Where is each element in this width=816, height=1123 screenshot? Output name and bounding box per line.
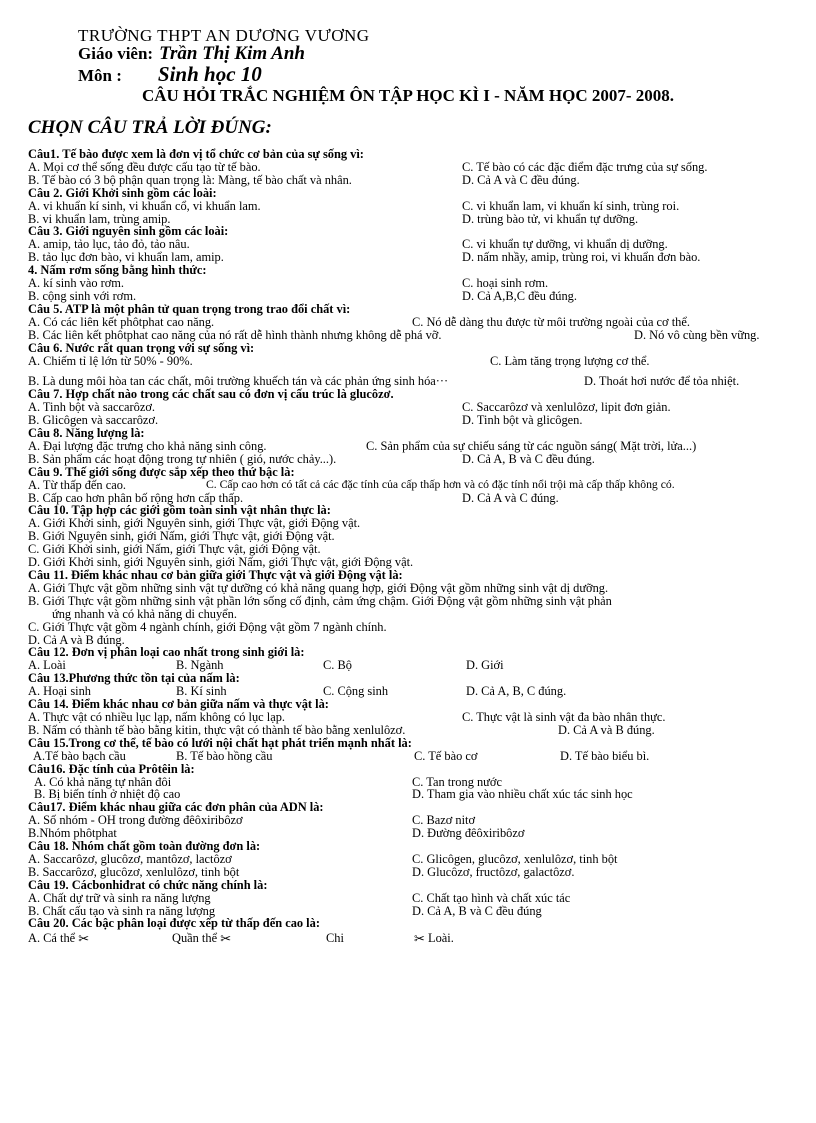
- answer-option: B. Là dung môi hòa tan các chất, môi trường khuếch tán và các phản ứng sinh hóa···: [28, 374, 449, 389]
- answer-row: [28, 479, 798, 492]
- teacher-label: Giáo viên:: [78, 44, 154, 63]
- answer-option: B.Nhóm phôtphat: [28, 826, 117, 841]
- answer-option: B. Bị biến tính ở nhiệt độ cao: [34, 787, 181, 802]
- answer-row: [28, 932, 798, 946]
- answer-option: A. Tinh bột và saccarôzơ.: [28, 400, 155, 415]
- answer-option: D. Cả A và B đúng.: [558, 722, 655, 737]
- answer-option: B. Nấm có thành tế bào bằng kitin, thực vật có thành tế bào bằng xenlulôzơ.: [28, 722, 406, 737]
- answer-option: C. Làm tăng trọng lượng cơ thể.: [490, 353, 650, 368]
- answer-option: C. Nó dễ dàng thu được từ môi trường ngoài của cơ thể.: [412, 314, 690, 329]
- answer-option: D. Cả A, B và C đều đúng.: [462, 451, 595, 466]
- answer-option: A. Thực vật có nhiều lục lạp, nấm không có lục lạp.: [28, 709, 285, 724]
- question-stem: Câu1. Tế bào được xem là đơn vị tổ chức cơ bản của sự sống vì:: [28, 147, 364, 161]
- answer-option: C. vi khuẩn tự dưỡng, vi khuẩn dị dưỡng.: [462, 237, 668, 252]
- answer-row: [28, 711, 798, 724]
- answer-option: C. Cộng sinh: [323, 684, 389, 699]
- question-stem: Câu 11. Điểm khác nhau cơ bản giữa giới Thực vật và giới Động vật là:: [28, 568, 403, 582]
- answer-option: D. Cả A, B và C đều đúng: [412, 903, 542, 918]
- answer-option: [28, 932, 172, 946]
- answer-option: D. Giới: [466, 658, 504, 673]
- question-stem: 4. Nấm rơm sống bằng hình thức:: [28, 263, 207, 278]
- question-stem: Câu 6. Nước rất quan trọng với sự sống vì:: [28, 340, 255, 355]
- question-stem: Câu 20. Các bậc phân loại được xếp từ thấp đến cao là:: [28, 916, 320, 931]
- question-stem: Câu 7. Hợp chất nào trong các chất sau có đơn vị cấu trúc là glucôzơ.: [28, 387, 394, 402]
- answer-option: A. Chất dự trữ và sinh ra năng lượng: [28, 890, 211, 905]
- answer-option: A.Tế bào bạch cầu: [33, 748, 126, 763]
- answer-option: C. Bộ: [323, 658, 352, 673]
- answer-option: B. vi khuẩn lam, trùng amip.: [28, 211, 171, 226]
- answer-option: [172, 932, 326, 946]
- answer-option: A. Hoại sinh: [28, 684, 91, 699]
- answer-option: D. Cả A và C đều đúng.: [462, 172, 580, 187]
- answer-row: [28, 724, 798, 737]
- answer-option: C. Glicôgen, glucôzơ, xenlulôzơ, tinh bột: [412, 851, 618, 866]
- answer-option: C. Bazơ nitơ: [412, 813, 476, 828]
- answer-option: C. Chất tạo hình và chất xúc tác: [412, 890, 571, 905]
- answer-option: B. Ngành: [176, 658, 224, 673]
- answer-option: [326, 932, 414, 946]
- answer-row: [28, 174, 798, 187]
- answer-option: B. tảo lục đơn bào, vi khuẩn lam, amip.: [28, 250, 224, 265]
- scissors-icon: ✂: [220, 931, 232, 947]
- answer-option-continued: ứng nhanh và có khả năng di chuyển.: [52, 606, 237, 621]
- instruction-heading: CHỌN CÂU TRẢ LỜI ĐÚNG:: [28, 117, 272, 138]
- answer-option: D. Tham gia vào nhiều chất xúc tác sinh học: [412, 787, 633, 802]
- answer-option: B. Saccarôzơ, glucôzơ, xenlulôzơ, tinh bột: [28, 864, 240, 879]
- answer-option: C. Giới Khởi sinh, giới Nấm, giới Thực vật, giới Động vật.: [28, 542, 321, 557]
- answer-option: A. Số nhóm - OH trong đường đêôxiribôzơ: [28, 813, 243, 828]
- answer-option: C. Thực vật là sinh vật đa bào nhân thực.: [462, 709, 666, 724]
- question-stem: Câu 9. Thế giới sống được sắp xếp theo thứ bậc là:: [28, 464, 295, 479]
- answer-option: A. Mọi cơ thể sống đều được cấu tạo từ tế bào.: [28, 159, 261, 174]
- answer-row: [28, 453, 798, 466]
- answer-option: D. Glucôzơ, fructôzơ, galactôzơ.: [412, 864, 575, 879]
- answer-option: A. Đại lượng đặc trưng cho khả năng sinh công.: [28, 438, 267, 453]
- answer-option: D. Cả A và B đúng.: [28, 632, 125, 647]
- question-stem: Câu 3. Giới nguyên sinh gồm các loài:: [28, 224, 229, 239]
- answer-option: A. Giới Thực vật gồm những sinh vật tự dưỡng có khả năng quang hợp, giới Động vật gồm những sinh vật dị dưỡng.: [28, 580, 609, 595]
- answer-option: A. Chiếm tỉ lệ lớn từ 50% - 90%.: [28, 353, 193, 368]
- answer-row: [28, 316, 798, 329]
- answer-option: B. Sản phẩm các hoạt động trong tự nhiên ( gió, nước chảy...).: [28, 451, 337, 466]
- answer-row: [28, 750, 798, 763]
- subject-line: [78, 62, 262, 87]
- answer-option: [414, 932, 798, 946]
- scissors-icon: ✂: [414, 931, 425, 947]
- answer-label: Loài.: [428, 931, 454, 946]
- answer-row: [28, 200, 798, 213]
- answer-option: D. Tế bào biểu bì.: [560, 748, 650, 763]
- question-stem: Câu 12. Đơn vị phân loại cao nhất trong sinh giới là:: [28, 645, 305, 660]
- answer-option: D. Cả A,B,C đều đúng.: [462, 288, 577, 303]
- answer-option: A. Saccarôzơ, glucôzơ, mantôzơ, lactôzơ: [28, 851, 232, 866]
- answer-option: A. Loài: [28, 658, 66, 673]
- question-stem: Câu 14. Điểm khác nhau cơ bản giữa nấm và thực vật là:: [28, 697, 329, 712]
- answer-option: C. vi khuẩn lam, vi khuẩn kí sinh, trùng roi.: [462, 198, 680, 213]
- answer-option: B. Chất cấu tạo và sinh ra năng lượng: [28, 903, 216, 918]
- answer-row: [28, 440, 798, 453]
- answer-option: D. trùng bào tử, vi khuẩn tự dưỡng.: [462, 211, 639, 226]
- answer-option: D. Đường đêôxiribôzơ: [412, 826, 525, 841]
- answer-option: D. Thoát hơi nước để tỏa nhiệt.: [584, 374, 740, 389]
- answer-option: B. cộng sinh với rơm.: [28, 288, 137, 303]
- answer-option: B. Giới Thực vật gồm những sinh vật phần lớn sống cố định, cảm ứng chậm. Giới Động vật gồm những sinh vật phản: [28, 593, 612, 608]
- answer-option: B. Tế bào hồng cầu: [176, 748, 273, 763]
- question-stem: Câu 15.Trong cơ thể, tế bào có lưới nội chất hạt phát triển mạnh nhất là:: [28, 735, 412, 750]
- answer-option: B. Tế bào có 3 bộ phận quan trọng là: Màng, tế bào chất và nhân.: [28, 172, 352, 187]
- answer-row: [28, 290, 798, 303]
- answer-row: [28, 277, 798, 290]
- answer-option: D. Cả A và C đúng.: [462, 490, 559, 505]
- question-stem: Câu 5. ATP là một phân tử quan trọng trong trao đổi chất vì:: [28, 301, 351, 316]
- answer-option: D. Tinh bột và glicôgen.: [462, 413, 583, 428]
- answer-option: C. Giới Thực vật gồm 4 ngành chính, giới Động vật gồm 7 ngành chính.: [28, 619, 387, 634]
- answer-option: B. Các liên kết phôtphat cao năng của nó rất dễ hình thành nhưng không dễ phá vỡ.: [28, 327, 442, 342]
- answer-option: A. Có khả năng tự nhân đôi: [34, 774, 172, 789]
- answer-option: C. Saccarôzơ và xenlulôzơ, lipit đơn giản.: [462, 400, 671, 415]
- answer-option: D. Cả A, B, C đúng.: [466, 684, 567, 699]
- answer-row: [28, 329, 798, 342]
- question-stem: Câu 13.Phương thức tồn tại của nấm là:: [28, 671, 240, 686]
- answer-option: C. Tan trong nước: [412, 774, 502, 789]
- answer-label: Quần thể: [172, 931, 218, 946]
- question-stem: Câu 2. Giới Khởi sinh gồm các loài:: [28, 185, 217, 200]
- answer-option: A. vi khuẩn kí sinh, vi khuẩn cổ, vi khuẩn lam.: [28, 198, 261, 213]
- answer-option: B. Glicôgen và saccarôzơ.: [28, 413, 159, 428]
- answer-option: B. Kí sinh: [176, 684, 227, 699]
- answer-option: A. Từ thấp đến cao.: [28, 477, 127, 492]
- answer-option: C. Tế bào có các đặc điểm đặc trưng của sự sống.: [462, 159, 708, 174]
- answer-option: D. nấm nhầy, amip, trùng roi, vi khuẩn đơn bào.: [462, 250, 701, 265]
- question-stem: Câu16. Đặc tính của Prôtêin là:: [28, 761, 195, 776]
- answer-row: [28, 866, 798, 879]
- question-stem: Câu 10. Tập hợp các giới gồm toàn sinh vật nhân thực là:: [28, 503, 331, 518]
- answer-option: D. Nó vô cùng bền vững.: [634, 327, 760, 342]
- answer-row: [28, 161, 798, 174]
- answer-option: B. Cấp cao hơn phân bố rộng hơn cấp thấp.: [28, 490, 244, 505]
- answer-option: C. Tế bào cơ: [414, 748, 478, 763]
- answer-option: C. hoại sinh rơm.: [462, 276, 549, 291]
- answer-label: A. Cá thể: [28, 931, 76, 946]
- answer-option: A. amip, tảo lục, tảo đỏ, tảo nâu.: [28, 237, 190, 252]
- teacher-name: Trần Thị Kim Anh: [159, 43, 305, 64]
- scissors-icon: ✂: [78, 931, 90, 947]
- answer-option: D. Giới Khởi sinh, giới Nguyên sinh, giới Nấm, giới Thực vật, giới Động vật.: [28, 555, 414, 570]
- answer-option: C. Cấp cao hơn có tất cả các đặc tính của cấp thấp hơn và có đặc tính nổi trội mà cấp thấp không có.: [206, 477, 675, 491]
- subject-label: Môn :: [78, 66, 122, 85]
- page-title: CÂU HỎI TRẮC NGHIỆM ÔN TẬP HỌC KÌ I - NĂM HỌC 2007- 2008.: [141, 86, 675, 105]
- answer-label: Chi: [326, 931, 344, 946]
- answer-option: C. Sản phẩm của sự chiếu sáng từ các nguồn sáng( Mặt trời, lửa...): [366, 438, 697, 453]
- question-stem: Câu 8. Năng lượng là:: [28, 426, 145, 441]
- subject-name: Sinh học 10: [157, 62, 262, 86]
- answer-option: B. Giới Nguyên sinh, giới Nấm, giới Thực vật, giới Động vật.: [28, 529, 335, 544]
- question-stem: Câu17. Điểm khác nhau giữa các đơn phân của ADN là:: [28, 800, 324, 815]
- question-stem: Câu 19. Cácbonhiđrat có chức năng chính là:: [28, 877, 268, 892]
- question-stem: Câu 18. Nhóm chất gồm toàn đường đơn là:: [28, 839, 261, 854]
- answer-row: [28, 355, 798, 368]
- answer-row: [28, 892, 798, 905]
- answer-option: A. Có các liên kết phôtphat cao năng.: [28, 314, 215, 329]
- answer-option: A. Giới Khởi sinh, giới Nguyên sinh, giới Thực vật, giới Động vật.: [28, 516, 361, 531]
- question-list: [28, 148, 798, 946]
- answer-option: A. kí sinh vào rơm.: [28, 276, 125, 291]
- school-name: TRƯỜNG THPT AN DƯƠNG VƯƠNG: [78, 26, 370, 45]
- answer-row: [28, 853, 798, 866]
